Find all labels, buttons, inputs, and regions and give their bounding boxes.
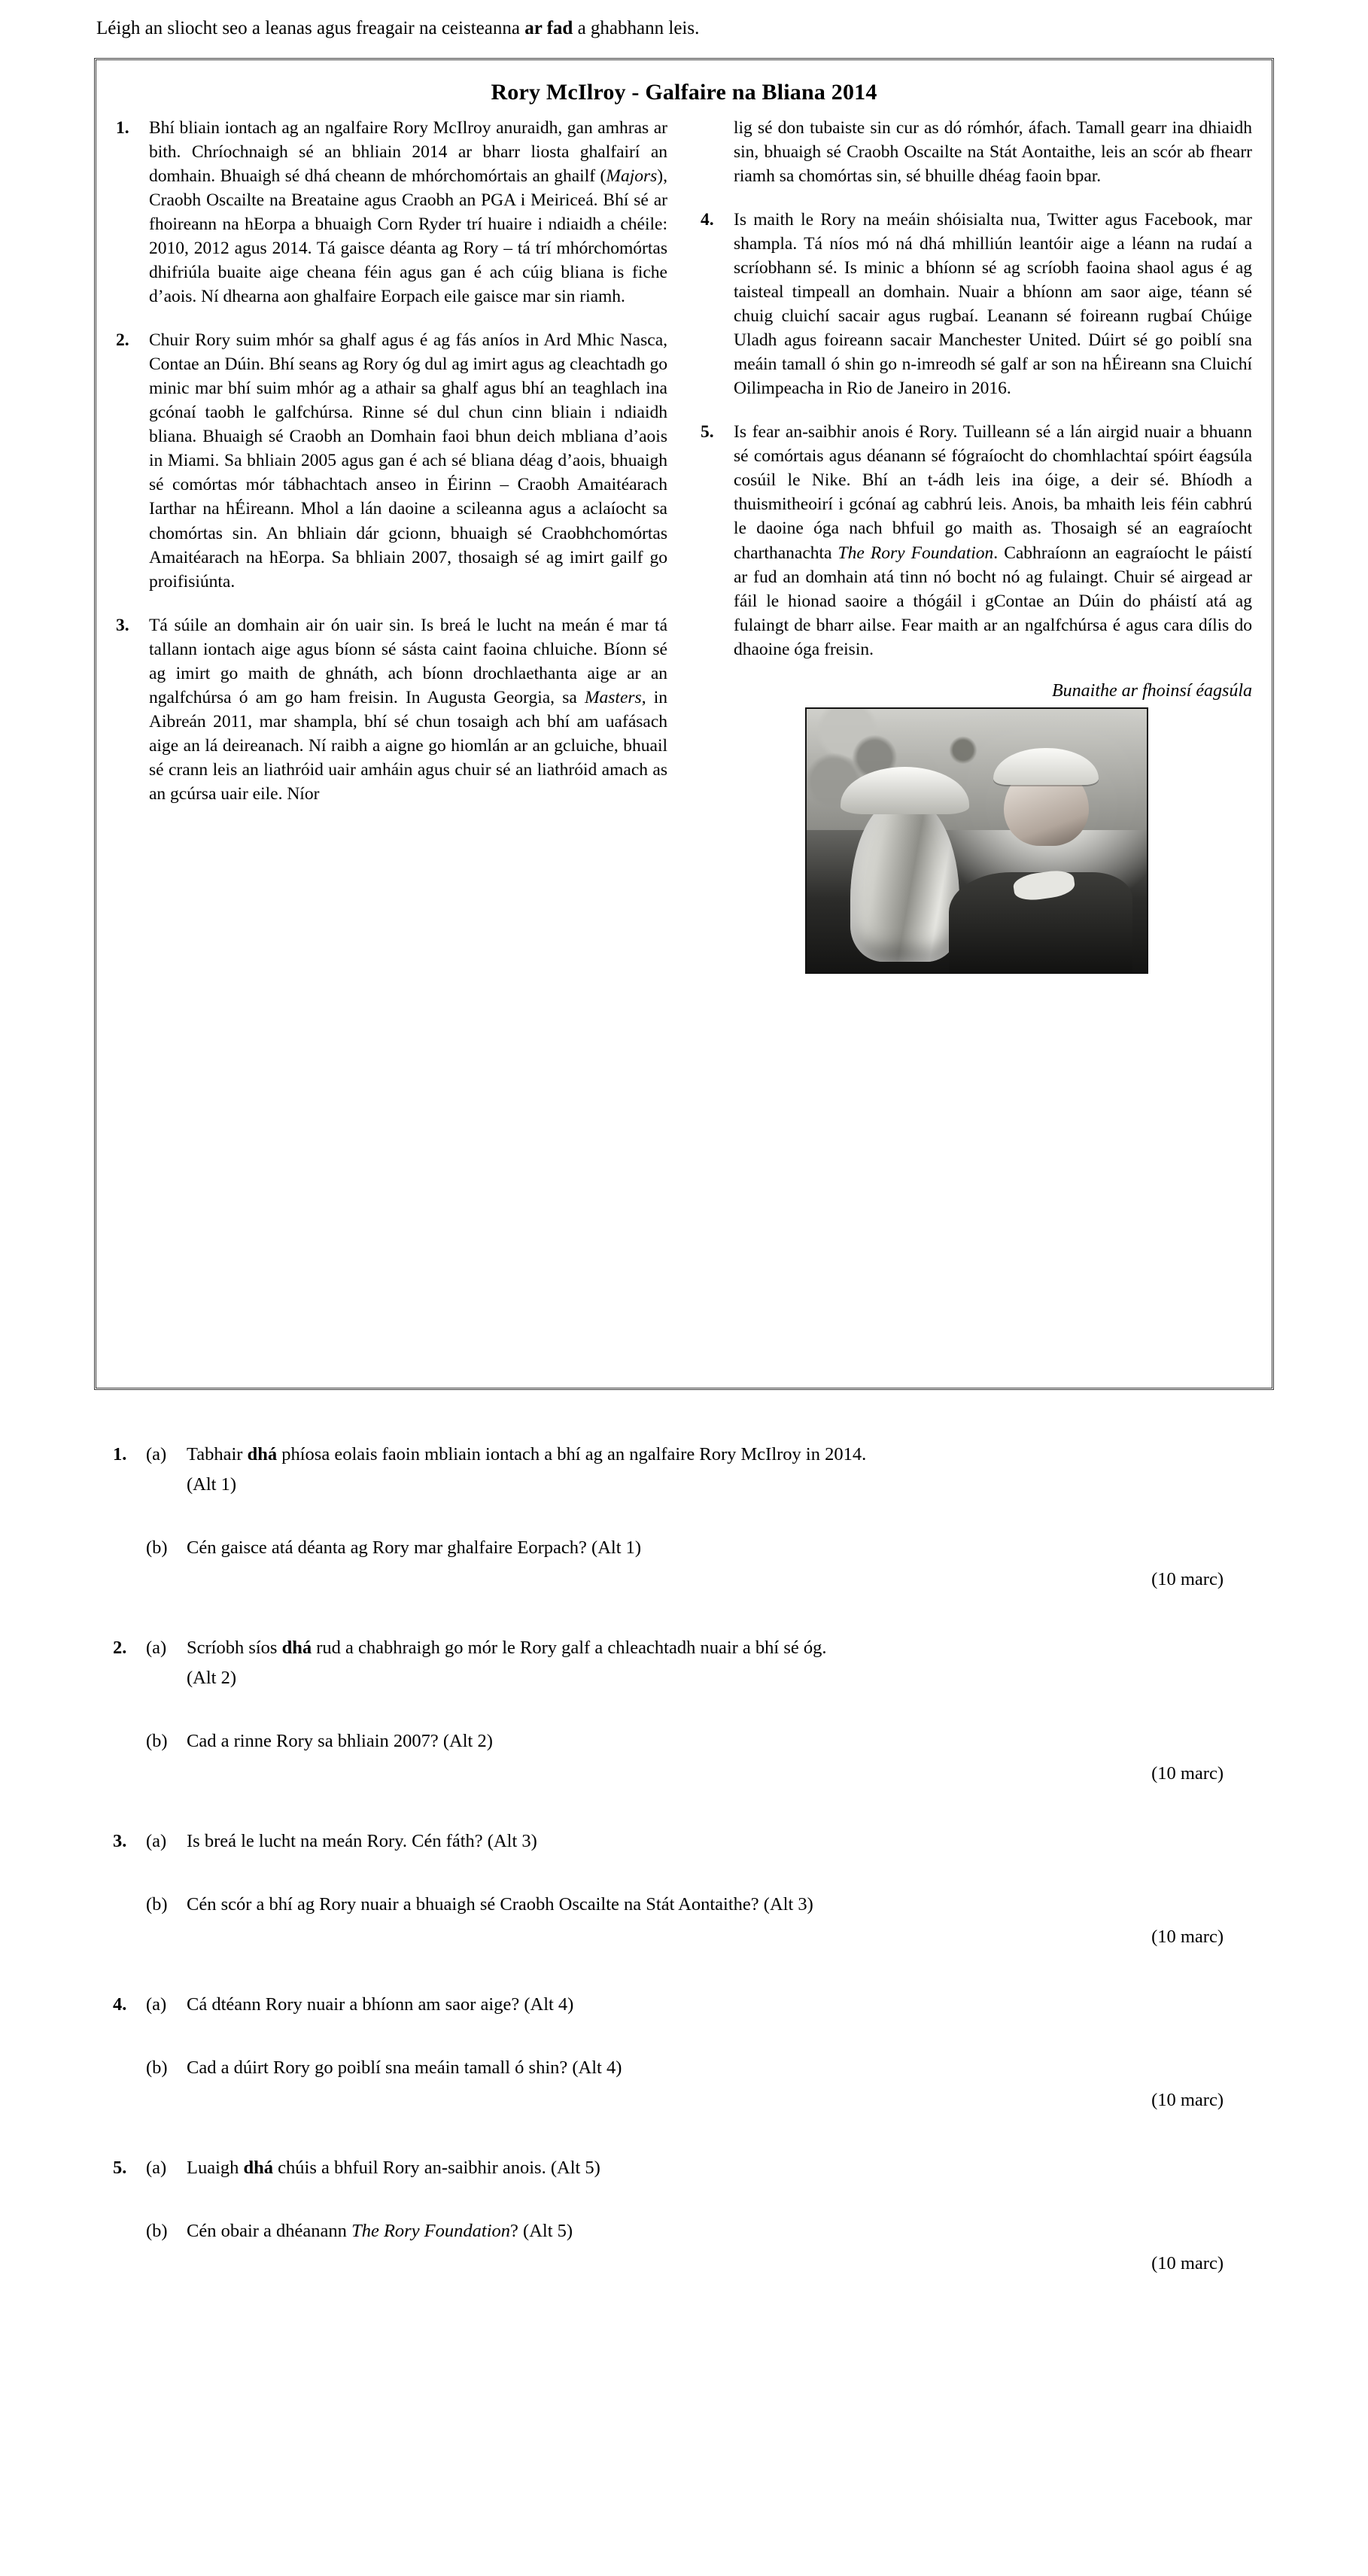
paragraph-number: 4. [701,209,714,230]
passage-paragraph [701,116,1252,188]
question-alt-reference: (Alt 2) [187,1668,236,1689]
passage-credit: Bunaithe ar fhoinsí éagsúla [1052,680,1252,701]
instruction-line [0,0,1368,41]
text-run: Scríobh síos [187,1637,282,1658]
italic-term: The Rory Foundation [838,543,994,563]
question-alt-reference-row [113,1666,1255,1690]
question-part [113,1443,1255,1467]
question-text [187,1443,1255,1467]
text-run: Is breá le lucht na meán Rory. Cén fáth? (Alt 3) [187,1831,537,1852]
text-run: Tá súile an domhain air ón uair sin. Is breá le lucht na meán é mar tá tallann iontach aige agus bíonn sé sásta caint faoina chluiche. Bíonn sé ag imirt go maith de ghnáth, ach bíonn drochlaethanta aige ar an ngalfchúrsa ó am go ham freisin. In Augusta Georgia, sa [149,615,667,707]
question-number: 2. [113,1637,127,1658]
question-alt-reference-row [113,1473,1255,1497]
question-block [113,1636,1255,1786]
question-part [113,2056,1255,2080]
passage-paragraph [116,328,667,594]
marks-label: (10 marc) [1151,2252,1224,2273]
question-part-letter: (a) [146,2158,167,2179]
spacer [113,1504,1255,1536]
paragraph-number: 1. [116,117,129,138]
paragraph-number: 3. [116,615,129,635]
passage-paragraph [701,420,1252,661]
marks-label: (10 marc) [1151,2089,1224,2110]
instruction-emphasis: ar fad [524,18,573,38]
question-part-letter: (b) [146,1537,168,1559]
question-text [187,2156,1255,2180]
paragraph-body [734,208,1252,401]
text-run: Cén scór a bhí ag Rory nuair a bhuaigh sé Craobh Oscailte na Stát Aontaithe? (Alt 3) [187,1894,813,1915]
marks-label: (10 marc) [1151,1569,1224,1590]
questions-section [0,1443,1368,2365]
marks-label: (10 marc) [1151,1926,1224,1947]
question-number: 4. [113,1994,127,2015]
question-part [113,1536,1255,1560]
question-block [113,1443,1255,1592]
spacer [113,1861,1255,1893]
question-alt-reference: (Alt 1) [187,1474,236,1495]
rory-mcilroy-photo [805,707,1148,974]
question-part [113,1993,1255,2017]
question-part-letter: (a) [146,1994,167,2015]
text-run: ? (Alt 5) [510,2221,573,2242]
bold-term: dhá [247,1443,278,1464]
paragraph-body [149,613,667,807]
question-block [113,1829,1255,1949]
question-number: 3. [113,1831,127,1852]
question-text [187,1893,1255,1917]
passage-paragraph [116,116,667,309]
text-run: Luaigh [187,2158,244,2179]
question-part [113,2219,1255,2243]
text-run: Tabhair [187,1443,248,1464]
text-run: . Cabhraíonn an eagraíocht le páistí ar fud an domhain atá tinn nó bocht nó ag fulaingt. Chuir sé airgead ar fáil le hionad saoire a thógáil i gContae an Dúin do pháistí atá ag fulaingt de bharr ailse. Fear maith ar an ngalfchúrsa é agus cara dílis do dhaoine óga freisin. [734,543,1252,659]
text-run: , in Aibreán 2011, mar shampla, bhí sé chun tosaigh ach bhí am uafásach aige an lá deireanach. Ní raibh a aigne go hiomlán ar an gcluiche, bhuail sé crann leis an liathróid uair amháin agus chuir sé an liathróid amach as an gcúrsa uair eile. Níor [149,687,668,804]
text-run: Cad a rinne Rory sa bhliain 2007? (Alt 2) [187,1731,493,1752]
question-text [187,2219,1255,2243]
passage-title: Rory McIlroy - Galfaire na Bliana 2014 [491,79,877,105]
question-text [187,2056,1255,2080]
italic-term: Masters [584,687,642,707]
paragraph-number: 5. [701,422,714,443]
question-text [187,1536,1255,1560]
text-run: phíosa eolais faoin mbliain iontach a bhí ag an ngalfaire Rory McIlroy in 2014. [277,1443,867,1464]
paragraph-body [149,328,667,594]
passage-photo-wrap [701,707,1252,974]
text-run: Chuir Rory suim mhór sa ghalf agus é ag fás aníos in Ard Mhic Nasca, Contae an Dúin. Bhí seans ag Rory óg dul ag imirt agus ag cleachtadh go minic mar bhí suim mhór ag a athair sa ghalf agus bhí an teaghlach ina gcónaí taobh le galfchúrsa. Rinne sé dul chun cinn bliain i ndiaidh bliana. Bhuaigh sé Craobh an Domhain faoi bhun deich mbliana d’aois in Miami. Sa bhliain 2005 agus gan é ach sé bliana déag d’aois, bhuaigh sé comórtas mór tábhachtach anseo in Éirinn – Craobh Amaitéarach Iarthar na hÉireann. Mhol a lán daoine a scileanna agus a aclaíocht sa chomórtas sin. An bhliain dár gcionn, bhuaigh sé Craobhchomórtas Amaitéarach na hEorpa. Sa bhliain 2007, thosaigh sé ag imirt gailf go proifisiúnta. [149,330,667,592]
question-part [113,1829,1255,1854]
passage-left-column [116,116,667,826]
question-part-letter: (b) [146,2057,168,2079]
text-run: Cén obair a dhéanann [187,2221,352,2242]
text-run: Cén gaisce atá déanta ag Rory mar ghalfaire Eorpach? (Alt 1) [187,1537,642,1559]
question-part-letter: (b) [146,2221,168,2242]
paragraph-body [734,116,1252,188]
italic-term: Majors [606,166,658,186]
bold-term: dhá [243,2158,274,2179]
spacer [113,1698,1255,1729]
reading-passage-box [94,58,1274,1390]
question-part [113,1636,1255,1660]
paragraph-body [149,116,667,309]
question-part-letter: (a) [146,1637,167,1658]
text-run: chúis a bhfuil Rory an-saibhir anois. (Alt 5) [273,2158,600,2179]
spacer [146,1473,187,1497]
passage-paragraph [116,613,667,807]
text-run: Cad a dúirt Rory go poiblí sna meáin tamall ó shin? (Alt 4) [187,2057,622,2079]
text-run: rud a chabhraigh go mór le Rory galf a chleachtadh nuair a bhí sé óg. [312,1637,827,1658]
spacer [113,2188,1255,2219]
question-part [113,1893,1255,1917]
bold-term: dhá [281,1637,312,1658]
question-text [187,1993,1255,2017]
passage-paragraph [701,208,1252,401]
text-run: Is maith le Rory na meáin shóisialta nua, Twitter agus Facebook, mar shampla. Tá níos mó ná dhá mhilliún leantóir aige a léann na rudaí a scríobhann sé. Is minic a bhíonn sé ag scríobh faoina shaol agus é ag taisteal timpeall an domhain. Nuair a bhíonn am saor aige, téann sé chuig cluichí sacair agus rugbaí. Leanann sé foireann rugbaí Chúige Uladh agus foireann sacair Manchester United. Dúirt sé go poiblí sna meáin tamall ó shin go n-imreodh sé galf ar son na hÉireann sna Cluichí Oilimpeacha in Rio de Janeiro in 2016. [734,209,1252,399]
question-part-letter: (a) [146,1443,167,1464]
instruction-text-after: a ghabhann leis. [573,18,700,38]
passage-right-column [701,116,1252,974]
question-part [113,2156,1255,2180]
passage-columns [116,116,1252,974]
question-block [113,2156,1255,2276]
question-part-letter: (b) [146,1894,168,1915]
instruction-text-before: Léigh an sliocht seo a leanas agus freagair na ceisteanna [96,18,525,38]
text-run: Cá dtéann Rory nuair a bhíonn am saor aige? (Alt 4) [187,1994,574,2015]
paragraph-number: 2. [116,330,129,350]
question-text [187,1829,1255,1854]
text-run: Is fear an-saibhir anois é Rory. Tuilleann sé a lán airgid nuair a bhuann sé comórtais agus déanann sé fógraíocht do chomhlachtaí spóirt éagsúla cosúil le Nike. Bhí an t-ádh leis ina óige, a deir sé. Bhíodh a thuismitheoirí i gcónaí ag cabhrú leis. Anois, ba mhaith leis féin cabhrú le daoine óga nach bhfuil go maith as. Thosaigh sé an eagraíocht charthanachta [734,422,1252,563]
marks-label: (10 marc) [1151,1762,1224,1784]
text-run: ), Craobh Oscailte na Breataine agus Craobh an PGA i Meiriceá. Bhí sé ar fhoireann na hEorpa a bhuaigh Corn Ryder trí huaire i ndiaidh a chéile: 2010, 2012 agus 2014. Tá gaisce déanta ag Rory – tá trí mhórchomórtas dhifriúla buaite aige cheana féin agus gan é ach cúig bliana is fiche d’aois. Ní dhearna aon ghalfaire Eorpach eile gaisce mar sin riamh. [149,166,667,306]
question-block [113,1993,1255,2112]
spacer [146,1666,187,1690]
spacer [113,2024,1255,2056]
question-part [113,1729,1255,1753]
question-text [187,1636,1255,1660]
question-number: 1. [113,1443,127,1464]
question-text [187,1729,1255,1753]
paragraph-body [734,420,1252,661]
text-run: Bhí bliain iontach ag an ngalfaire Rory McIlroy anuraidh, gan amhras ar bith. Chríochnaigh sé an bhliain 2014 ar bharr liosta ghalfairí an domhain. Bhuaigh sé dhá cheann de mhórchomórtais an ghailf ( [149,117,667,186]
question-number: 5. [113,2158,127,2179]
italic-term: The Rory Foundation [351,2221,511,2242]
question-part-letter: (b) [146,1731,168,1752]
text-run: lig sé don tubaiste sin cur as dó rómhór, áfach. Tamall gearr ina dhiaidh sin, bhuaigh sé Craobh Oscailte na Stát Aontaithe, leis an scór ab fhearr riamh sa chomórtas sin, sé bhuille dhéag faoin bpar. [734,117,1252,186]
question-part-letter: (a) [146,1831,167,1852]
